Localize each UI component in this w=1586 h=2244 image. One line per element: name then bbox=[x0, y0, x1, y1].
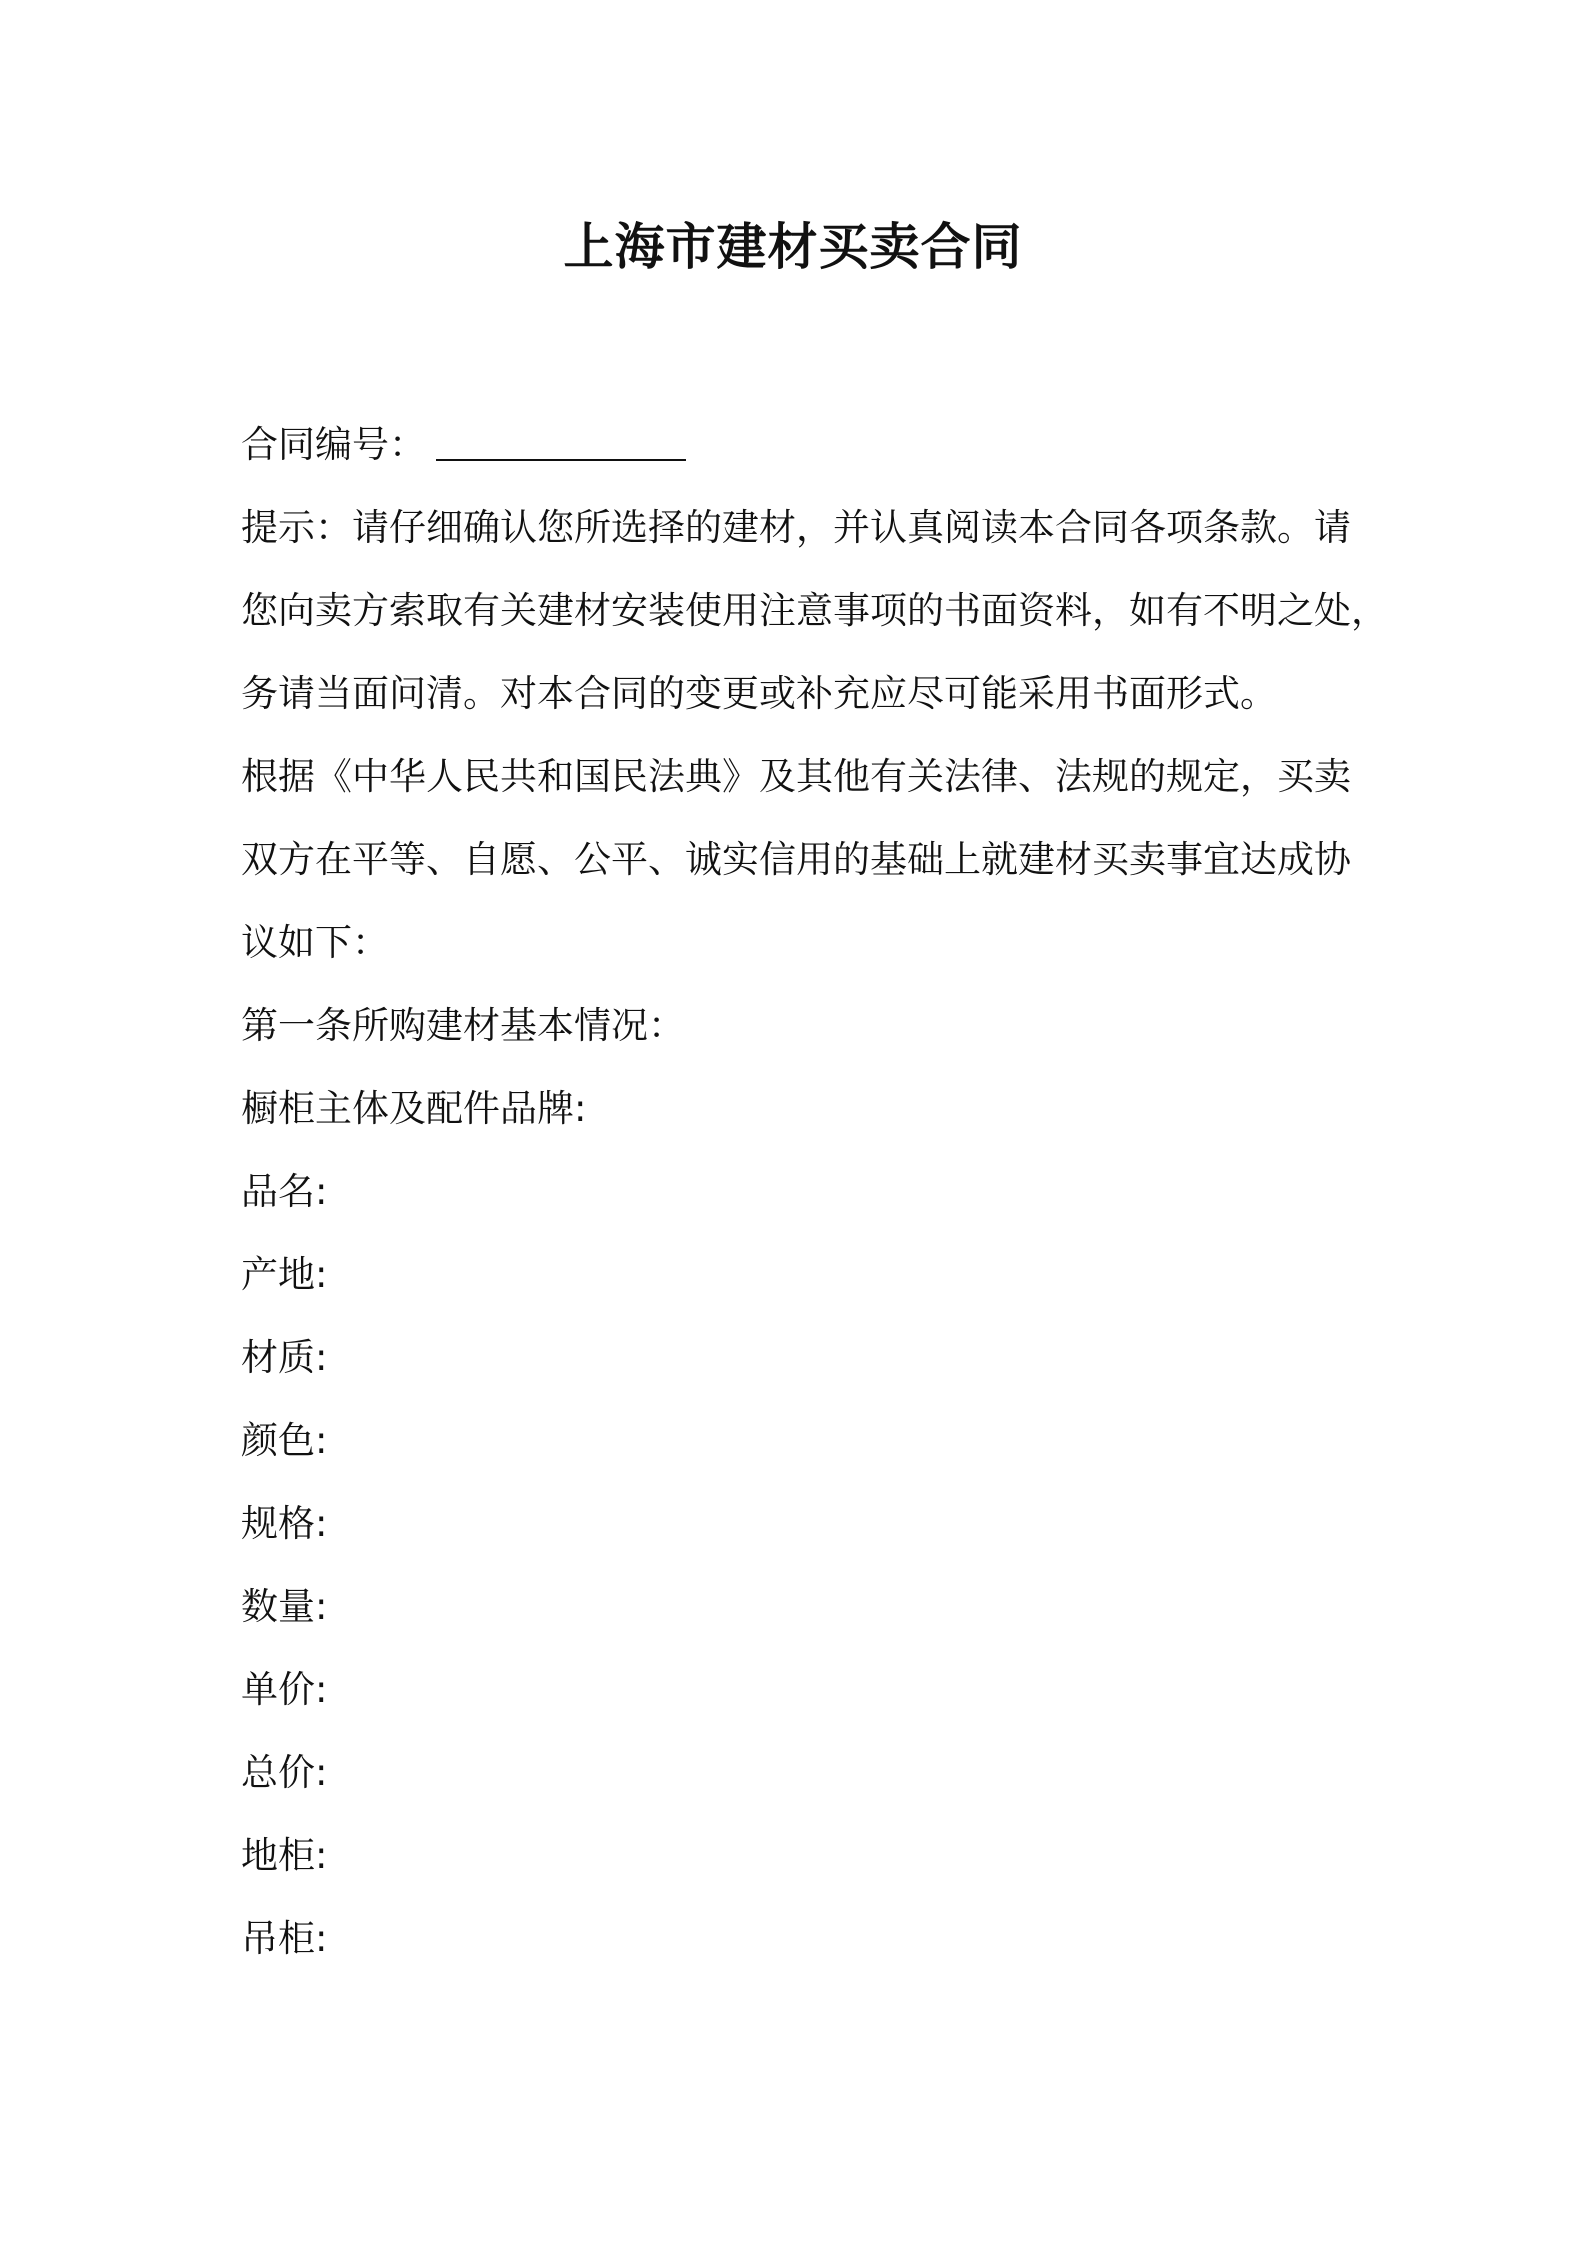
paragraph-line: 议如下： bbox=[241, 921, 389, 964]
field-material: 材质: bbox=[241, 1336, 328, 1379]
contract-number-label: 合同编号： bbox=[241, 423, 426, 466]
paragraph-line: 提示：请仔细确认您所选择的建材，并认真阅读本合同各项条款。请 bbox=[241, 506, 1351, 549]
field-base-cabinet: 地柜: bbox=[241, 1834, 328, 1877]
paragraph-line: 您向卖方索取有关建材安装使用注意事项的书面资料，如有不明之处， bbox=[241, 589, 1388, 632]
field-unit-price: 单价: bbox=[241, 1668, 328, 1711]
contract-number-blank bbox=[436, 419, 686, 461]
paragraph-line: 根据《中华人民共和国民法典》及其他有关法律、法规的规定，买卖 bbox=[241, 755, 1351, 798]
field-quantity: 数量: bbox=[241, 1585, 328, 1628]
paragraph-line: 务请当面问清。对本合同的变更或补充应尽可能采用书面形式。 bbox=[241, 672, 1277, 715]
field-color: 颜色: bbox=[241, 1419, 328, 1462]
field-brand: 橱柜主体及配件品牌: bbox=[241, 1087, 587, 1130]
field-total-price: 总价: bbox=[241, 1751, 328, 1794]
field-product-name: 品名: bbox=[241, 1170, 328, 1213]
field-wall-cabinet: 吊柜: bbox=[241, 1917, 328, 1960]
document-title: 上海市建材买卖合同 bbox=[563, 218, 1023, 276]
article-1-heading: 第一条所购建材基本情况： bbox=[241, 1004, 685, 1047]
paragraph-line: 双方在平等、自愿、公平、诚实信用的基础上就建材买卖事宜达成协 bbox=[241, 838, 1351, 881]
document-body bbox=[241, 403, 1388, 1980]
field-spec: 规格: bbox=[241, 1502, 328, 1545]
contract-number-line bbox=[241, 403, 1361, 486]
field-origin: 产地: bbox=[241, 1253, 328, 1296]
